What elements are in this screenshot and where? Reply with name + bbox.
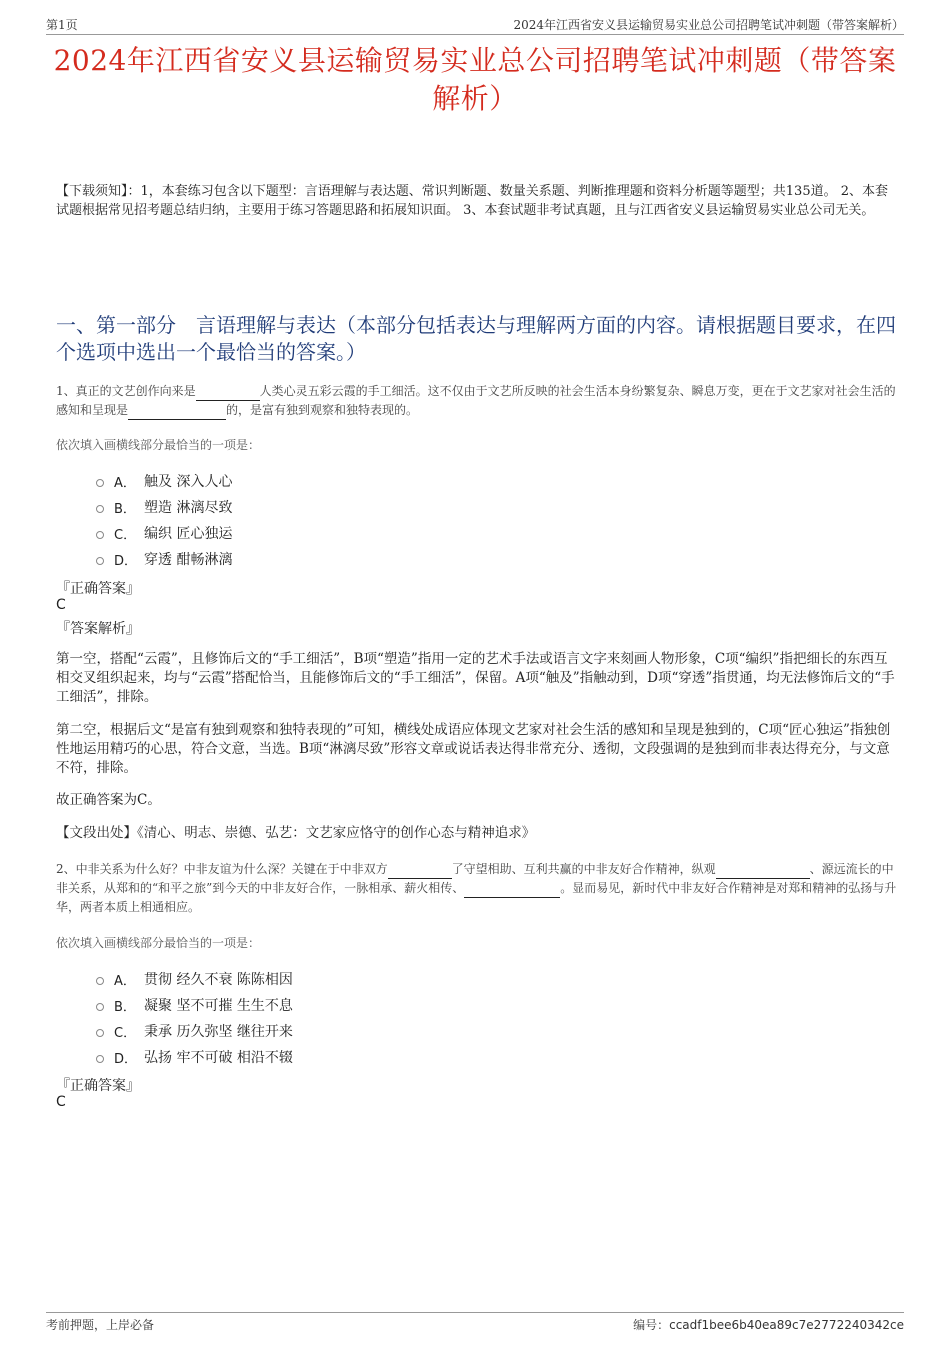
page-number: 第1页 <box>46 18 78 32</box>
q1-text-part2: 人类心灵五彩云霞的手工细活。这不仅由于文艺所反映的社会生活本身纷繁复杂、瞬息万变，更在于文艺家对社会生活的感知和呈现是 <box>56 384 896 417</box>
q1-text-part3: 的，是富有独到观察和独特表现的。 <box>226 403 419 417</box>
q1-analysis-conclusion: 故正确答案为C。 <box>56 792 161 808</box>
q2-option-d[interactable]: D． 弘扬 牢不可破 相沿不辍 <box>96 1044 293 1070</box>
q1-hint: 依次填入画横线部分最恰当的一项是： <box>56 438 261 452</box>
footer-code-label: 编号： <box>633 1318 670 1332</box>
question-2-stem <box>56 860 898 917</box>
q1-blank-1 <box>196 387 260 401</box>
q1-option-b[interactable]: B． 塑造 淋漓尽致 <box>96 494 232 520</box>
radio-icon[interactable] <box>96 479 104 487</box>
radio-icon[interactable] <box>96 977 104 985</box>
q1-answer: C <box>56 597 66 613</box>
footer-code <box>633 1316 904 1333</box>
radio-icon[interactable] <box>96 1029 104 1037</box>
q1-text-part1: 1、真正的文艺创作向来是 <box>56 384 196 398</box>
header-doc-title: 2024年江西省安义县运输贸易实业总公司招聘笔试冲刺题（带答案解析） <box>513 18 904 32</box>
q1-options <box>96 468 232 572</box>
radio-icon[interactable] <box>96 531 104 539</box>
q1-blank-2 <box>128 406 226 420</box>
q2-answer-label: 『正确答案』 <box>56 1078 140 1094</box>
q1-analysis-label: 『答案解析』 <box>56 621 140 637</box>
q1-option-c[interactable]: C． 编织 匠心独运 <box>96 520 232 546</box>
q2-blank-1 <box>388 865 452 879</box>
q1-option-d[interactable]: D． 穿透 酣畅淋漓 <box>96 546 232 572</box>
question-1-stem <box>56 382 898 420</box>
section-heading: 一、第一部分 言语理解与表达（本部分包括表达与理解两方面的内容。请根据题目要求，在四个选项中选出一个最恰当的答案。） <box>56 313 896 364</box>
q2-text-part1: 2、中非关系为什么好？中非友谊为什么深？关键在于中非双方 <box>56 862 388 876</box>
q2-text-part2: 了守望相助、互利共赢的中非友好合作精神，纵观 <box>451 862 716 876</box>
footer-code-value: ccadf1bee6b40ea89c7e2772240342ce <box>669 1318 904 1332</box>
q2-option-b[interactable]: B． 凝聚 坚不可摧 生生不息 <box>96 992 293 1018</box>
radio-icon[interactable] <box>96 557 104 565</box>
q2-answer: C <box>56 1094 66 1110</box>
q2-option-a[interactable]: A． 贯彻 经久不衰 陈陈相因 <box>96 966 293 992</box>
radio-icon[interactable] <box>96 505 104 513</box>
q2-text-part3: 、源远流长的中非关系，从郑和的“和平之旅”到今天的中非友好合作，一脉相承、薪火相传、 <box>56 862 894 895</box>
q1-analysis-para-2: 第二空，根据后文“是富有独到观察和独特表现的”可知，横线处成语应体现文艺家对社会生活的感知和呈现是独到的，C项“匠心独运”指独创性地运用精巧的心思，符合文意，当选。B项“淋漓尽致”形容文章或说话表达得非常充分、透彻，文段强调的是独到而非表达得充分，与文意不符，排除。 <box>56 722 891 776</box>
q2-option-c[interactable]: C． 秉承 历久弥坚 继往开来 <box>96 1018 293 1044</box>
q1-option-a[interactable]: A． 触及 深入人心 <box>96 468 232 494</box>
footer-slogan: 考前押题，上岸必备 <box>46 1318 155 1332</box>
q2-blank-3 <box>464 884 560 898</box>
page-title: 2024年江西省安义县运输贸易实业总公司招聘笔试冲刺题（带答案解析） <box>53 44 897 115</box>
q2-hint: 依次填入画横线部分最恰当的一项是： <box>56 936 261 950</box>
page-header <box>46 14 904 35</box>
q1-source: 【文段出处】《清心、明志、崇德、弘艺：文艺家应恪守的创作心态与精神追求》 <box>56 825 536 841</box>
page-footer <box>46 1312 904 1335</box>
q2-text-part4: 。显而易见，新时代中非友好合作精神是对郑和精神的弘扬与升华，两者本质上相通相应。 <box>56 881 897 914</box>
q1-analysis-para-1: 第一空，搭配“云霞”，且修饰后文的“手工细活”，B项“塑造”指用一定的艺术手法或语言文字来刻画人物形象，C项“编织”指把细长的东西互相交叉组织起来，均与“云霞”搭配恰当，且能修饰后文的“手工细活”，保留。A项“触及”指触动到，D项“穿透”指贯通，均无法修饰后文的“手工细活”，排除。 <box>56 651 895 705</box>
radio-icon[interactable] <box>96 1055 104 1063</box>
download-notice: 【下载须知】：1，本套练习包含以下题型：言语理解与表达题、常识判断题、数量关系题、判断推理题和资料分析题等题型；共135道。 2、本套试题根据常见招考题总结归纳，主要用于练习答题思路和拓展知识面。 3、本套试题非考试真题，且与江西省安义县运输贸易实业总公司无关。 <box>56 184 888 218</box>
q2-blank-2 <box>716 865 810 879</box>
radio-icon[interactable] <box>96 1003 104 1011</box>
q1-answer-label: 『正确答案』 <box>56 581 140 597</box>
q2-options <box>96 966 293 1070</box>
